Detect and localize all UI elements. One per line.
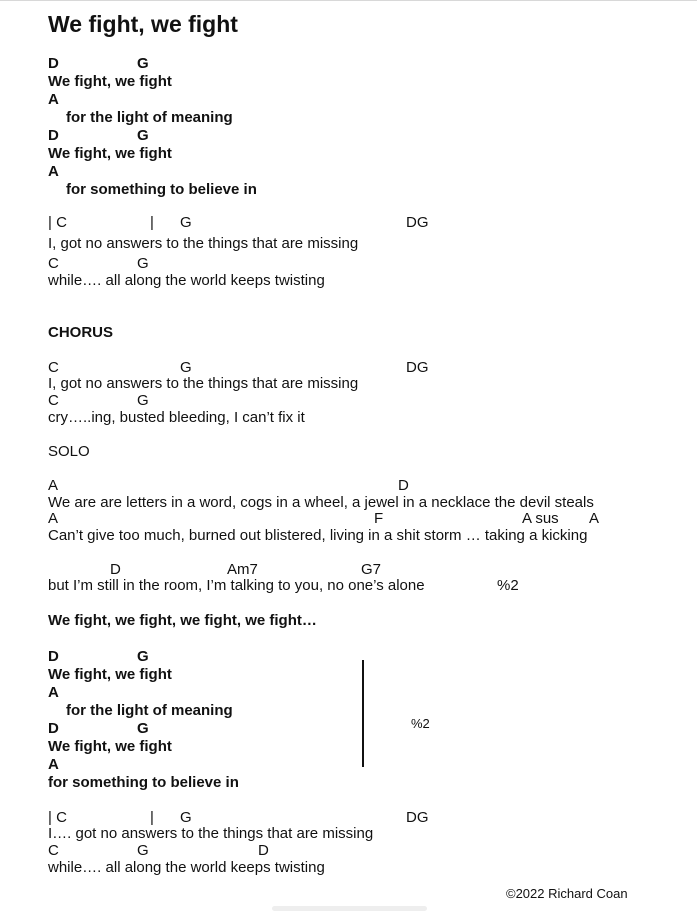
- chord: D: [48, 648, 59, 665]
- lyric-line: We fight, we fight: [48, 145, 172, 162]
- chord: C: [48, 842, 59, 859]
- repeat-marker: %2: [497, 577, 519, 594]
- chord: A: [48, 684, 59, 701]
- lyric-line: We fight, we fight: [48, 666, 172, 683]
- chord: D: [110, 561, 121, 578]
- lyric-line: I, got no answers to the things that are missing: [48, 375, 359, 392]
- section-label-solo: SOLO: [48, 443, 90, 460]
- chord: G: [137, 255, 149, 272]
- chord: A: [48, 477, 59, 494]
- chord: DG: [406, 359, 429, 376]
- song-title: We fight, we fight: [48, 11, 238, 37]
- chord: C: [48, 359, 59, 376]
- chord: Am7: [227, 561, 258, 578]
- chord: D: [48, 127, 59, 144]
- page-scroll-indicator[interactable]: [272, 906, 427, 911]
- chord: D: [398, 477, 409, 494]
- chord: G: [180, 214, 192, 231]
- chord: A: [48, 756, 59, 773]
- refrain-line: We fight, we fight, we fight, we fight…: [48, 612, 317, 629]
- chord: | C: [48, 214, 67, 231]
- lyric-line: We are are letters in a word, cogs in a wheel, a jewel in a necklace the devil steals: [48, 494, 594, 511]
- top-divider: [0, 0, 697, 1]
- chord: DG: [406, 214, 429, 231]
- lyric-line: cry…..ing, busted bleeding, I can’t fix it: [48, 409, 305, 426]
- repeat-bracket-line: [362, 660, 364, 767]
- chord: G: [137, 55, 149, 72]
- chord: G: [137, 648, 149, 665]
- chord: G: [180, 809, 192, 826]
- chord: C: [48, 255, 59, 272]
- chord: G7: [361, 561, 382, 578]
- lyric-line: but I’m still in the room, I’m talking to you, no one’s alone: [48, 577, 425, 594]
- chord: A: [589, 510, 600, 527]
- chord: A: [48, 163, 59, 180]
- chord: D: [258, 842, 269, 859]
- repeat-marker: %2: [411, 716, 430, 731]
- chord: F: [374, 510, 384, 527]
- chord: |: [150, 214, 154, 231]
- lyric-line: We fight, we fight: [48, 738, 172, 755]
- chord: G: [137, 127, 149, 144]
- lyric-line: for something to believe in: [48, 774, 239, 791]
- chord: | C: [48, 809, 67, 826]
- chord: |: [150, 809, 154, 826]
- lyric-line: while…. all along the world keeps twisting: [48, 272, 325, 289]
- lyric-line: I, got no answers to the things that are missing: [48, 235, 359, 252]
- chord: D: [48, 720, 59, 737]
- chord: A: [48, 510, 59, 527]
- chord: G: [180, 359, 192, 376]
- lyric-line: for something to believe in: [66, 181, 257, 198]
- chord: G: [137, 720, 149, 737]
- chord: G: [137, 842, 149, 859]
- lyric-line: We fight, we fight: [48, 73, 172, 90]
- section-label-chorus: CHORUS: [48, 324, 114, 341]
- lyric-line: Can’t give too much, burned out blistered, living in a shit storm … taking a kicking: [48, 527, 588, 544]
- chord: G: [137, 392, 149, 409]
- chord: D: [48, 55, 59, 72]
- chord: A: [48, 91, 59, 108]
- chord: C: [48, 392, 59, 409]
- copyright-notice: ©2022 Richard Coan: [506, 886, 628, 901]
- chord: A sus: [522, 510, 559, 527]
- chord: DG: [406, 809, 429, 826]
- lyric-line: for the light of meaning: [66, 702, 233, 719]
- lyric-line: I…. got no answers to the things that are missing: [48, 825, 374, 842]
- lyric-line: for the light of meaning: [66, 109, 233, 126]
- lyric-line: while…. all along the world keeps twisting: [48, 859, 325, 876]
